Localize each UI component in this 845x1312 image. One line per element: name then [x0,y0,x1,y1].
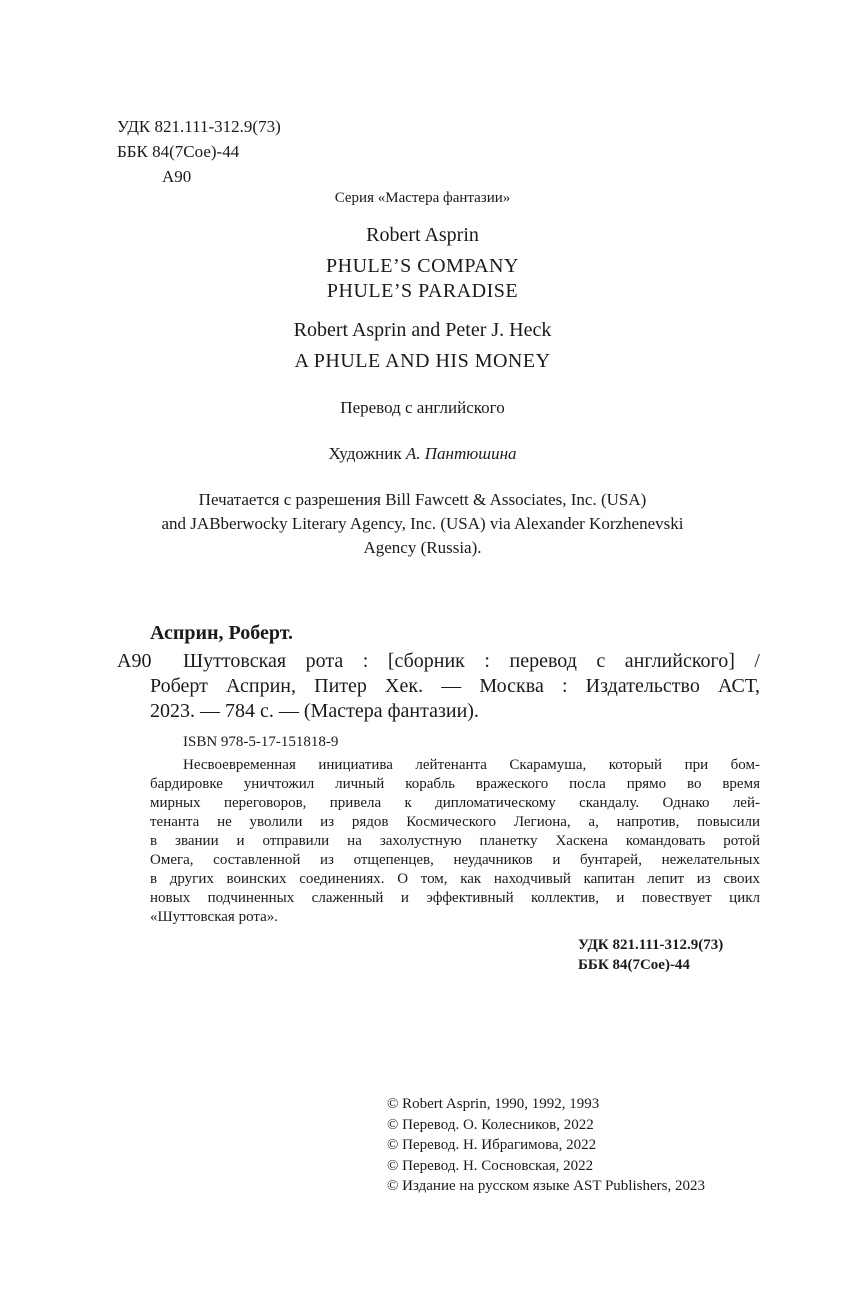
annotation-line-5: в звании и отправили на захолустную планетку Хаскена командовать ротой [150,833,760,849]
catalog-heading: Асприн, Роберт. [150,622,294,644]
artist-name: А. Пантюшина [405,444,517,463]
author-mark: А90 [162,167,192,186]
artist-label: Художник [328,444,402,463]
annotation-line-2: бардировке уничтожил личный корабль вражеского посла прямо во время [150,776,760,792]
authors-original: Robert Asprin and Peter J. Heck [293,319,552,341]
udk-code: УДК 821.111-312.9(73) [117,117,281,136]
annotation-line-7: в других воинских соединениях. О том, как находчивый капитан лепит из своих [150,871,760,887]
isbn: ISBN 978-5-17-151818-9 [183,734,339,750]
permission-line-2: and JABberwocky Literary Agency, Inc. (USA) via Alexander Korzhenevski [161,514,684,533]
catalog-entry-line-1: Шуттовская рота : [сборник : перевод с английского] / [183,650,760,672]
bbk-code: ББК 84(7Сое)-44 [117,142,240,161]
series-title: Серия «Мастера фантазии» [334,190,511,206]
catalog-udk: УДК 821.111-312.9(73) [578,937,724,953]
original-title-1: PHULE’S COMPANY [326,255,519,277]
annotation-line-1: Несвоевременная инициатива лейтенанта Скарамуша, который при бом- [183,757,760,773]
annotation-line-3: мирных переговоров, привела к дипломатическому скандалу. Однако лей- [150,795,760,811]
catalog-code: А90 [117,650,152,672]
copyright-line-5: © Издание на русском языке AST Publishers, 2023 [387,1178,705,1194]
catalog-entry-line-3: 2023. — 784 с. — (Мастера фантазии). [150,700,479,722]
annotation-line-9: «Шуттовская рота». [150,909,279,925]
catalog-entry-line-2: Роберт Асприн, Питер Хек. — Москва : Издательство АСТ, [150,675,760,697]
copyright-line-4: © Перевод. Н. Сосновская, 2022 [387,1158,594,1174]
annotation-line-8: новых подчиненных слаженный и эффективный коллектив, и повествует цикл [150,890,760,906]
original-title-2: PHULE’S PARADISE [326,280,519,302]
permission-line-3: Agency (Russia). [363,538,482,557]
copyright-line-2: © Перевод. О. Колесников, 2022 [387,1117,594,1133]
annotation-line-6: Омега, составленной из отщепенцев, неудачников и бунтарей, нежелательных [150,852,760,868]
permission-line-1: Печатается с разрешения Bill Fawcett & Associates, Inc. (USA) [198,490,647,509]
copyright-line-3: © Перевод. Н. Ибрагимова, 2022 [387,1137,597,1153]
copyright-line-1: © Robert Asprin, 1990, 1992, 1993 [387,1096,600,1112]
original-title-3: A PHULE AND HIS MONEY [294,350,551,372]
catalog-bbk: ББК 84(7Сое)-44 [578,957,690,973]
annotation-line-4: тенанта не уволили из рядов Космического Легиона, а, напротив, повысили [150,814,760,830]
artist-credit [0,443,845,465]
translation-note: Перевод с английского [340,398,505,417]
author-original: Robert Asprin [366,224,479,246]
